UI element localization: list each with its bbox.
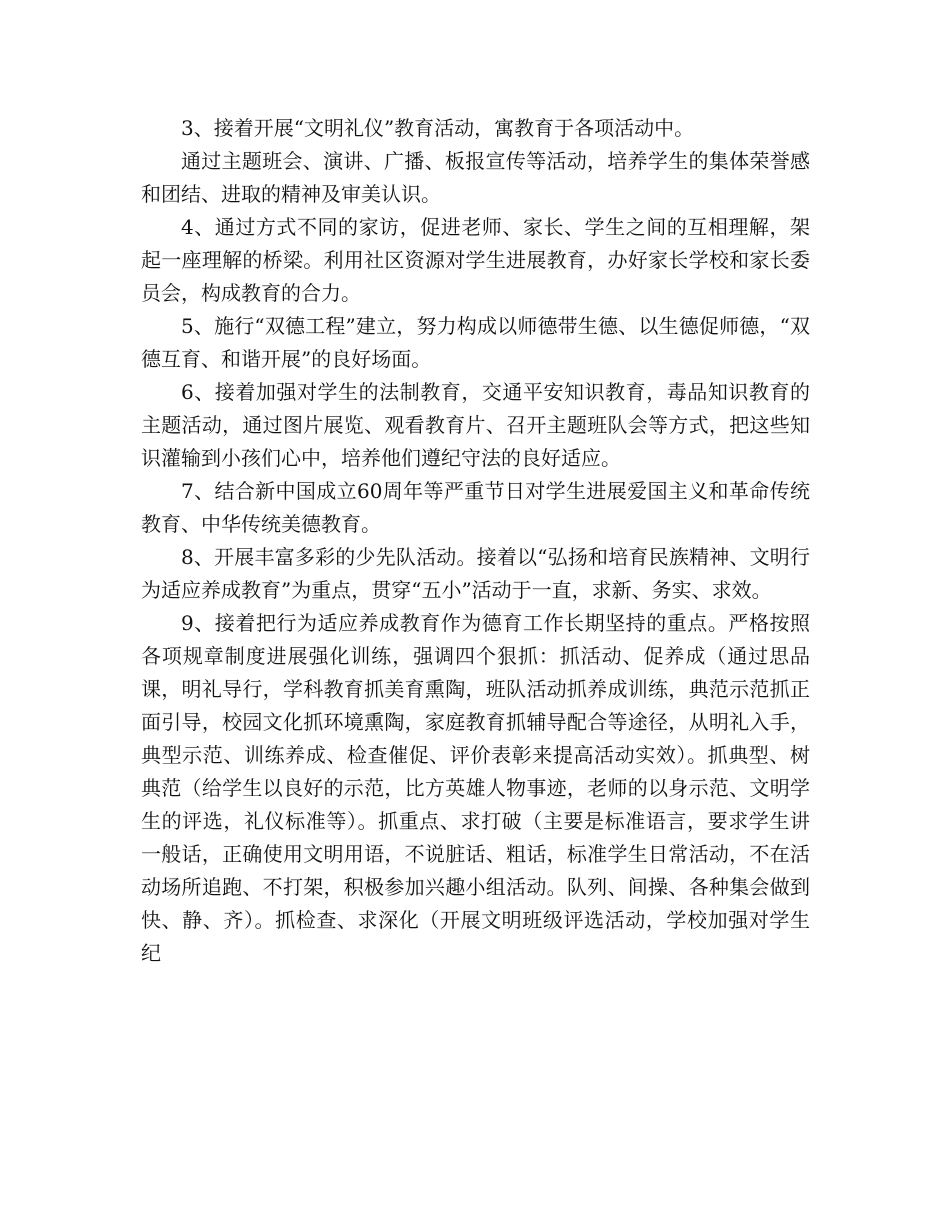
paragraph-item-4: 4、通过方式不同的家访，促进老师、家长、学生之间的互相理解，架起一座理解的桥梁。利用社区资源对学生进展教育，办好家长学校和家长委员会，构成教育的合力。 (141, 215, 810, 305)
document-body (141, 112, 810, 970)
paragraph-item-6: 6、接着加强对学生的法制教育，交通平安知识教育，毒品知识教育的主题活动，通过图片展览、观看教育片、召开主题班队会等方式，把这些知识灌输到小孩们心中，培养他们遵纪守法的良好适应。 (141, 380, 810, 470)
paragraph-item-3: 3、接着开展“文明礼仪”教育活动，寓教育于各项活动中。 (181, 116, 695, 140)
paragraph-item-5: 5、施行“双德工程”建立，努力构成以师德带生德、以生德促师德，“双德互育、和谐开展”的良好场面。 (141, 314, 810, 371)
paragraph-item-7: 7、结合新中国成立60周年等严重节日对学生进展爱国主义和革命传统教育、中华传统美德教育。 (141, 479, 810, 536)
paragraph-item-8: 8、开展丰富多彩的少先队活动。接着以“弘扬和培育民族精神、文明行为适应养成教育”为重点，贯穿“五小”活动于一直，求新、务实、求效。 (141, 545, 810, 602)
paragraph-item-9: 9、接着把行为适应养成教育作为德育工作长期坚持的重点。严格按照各项规章制度进展强化训练，强调四个狠抓：抓活动、促养成（通过思品课，明礼导行，学科教育抓美育熏陶，班队活动抓养成训练，典范示范抓正面引导，校园文化抓环境熏陶，家庭教育抓辅导配合等途径，从明礼入手，典型示范、训练养成、检查催促、评价表彰来提高活动实效）。抓典型、树典范（给学生以良好的示范，比方英雄人物事迹，老师的以身示范、文明学生的评选，礼仪标准等）。抓重点、求打破（主要是标准语言，要求学生讲一般话，正确使用文明用语，不说脏话、粗话，标准学生日常活动，不在活动场所追跑、不打架，积极参加兴趣小组活动。队列、间操、各种集会做到快、静、齐）。抓检查、求深化（开展文明班级评选活动，学校加强对学生纪 (141, 611, 810, 965)
paragraph-activities: 通过主题班会、演讲、广播、板报宣传等活动，培养学生的集体荣誉感和团结、进取的精神及审美认识。 (141, 149, 810, 206)
